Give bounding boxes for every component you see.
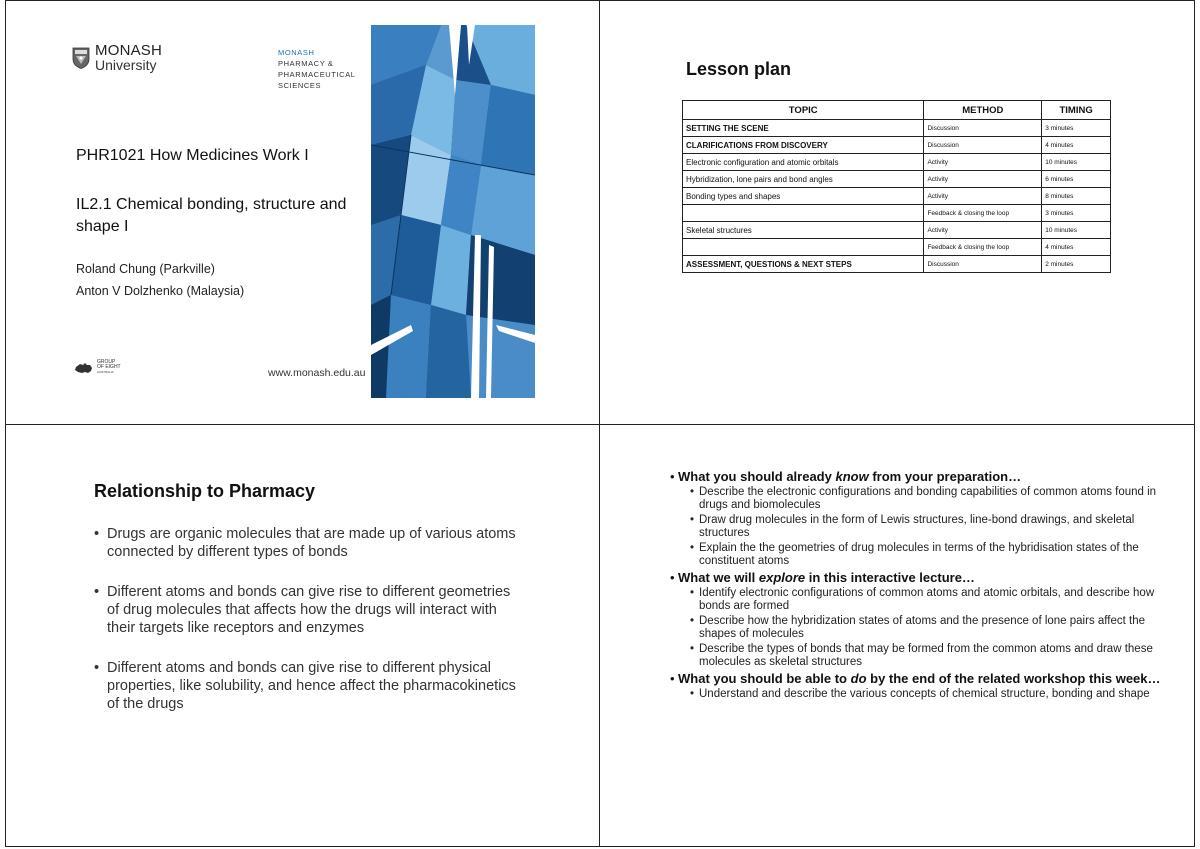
decorative-mosaic-image <box>371 25 535 398</box>
list-item: • Understand and describe the various concepts of chemical structure, bonding and shape <box>670 688 1165 701</box>
go8-text: OF EIGHT <box>97 364 121 370</box>
faculty-line: SCIENCES <box>278 81 322 90</box>
monash-logo <box>72 44 162 72</box>
cell-topic <box>683 205 924 222</box>
author-name: Roland Chung (Parkville) <box>76 262 215 276</box>
list-item: • Describe the electronic configurations and bonding capabilities of common atoms found in drugs and biomolecules <box>670 486 1165 512</box>
lecture-title: IL2.1 Chemical bonding, structure and shape I <box>76 196 347 235</box>
logo-line-1: MONASH <box>95 42 163 59</box>
cell-method: Discussion <box>924 256 1042 273</box>
cell-timing: 3 minutes <box>1042 205 1111 222</box>
cell-timing: 4 minutes <box>1042 239 1111 256</box>
list-item: • Drugs are organic molecules that are made up of various atoms connected by different types of bonds <box>94 525 524 561</box>
table-row <box>683 120 1111 137</box>
heading-text: What you should already <box>678 469 836 484</box>
cell-topic: Hybridization, lone pairs and bond angles <box>683 171 924 188</box>
column-header-method: METHOD <box>924 101 1042 120</box>
cell-topic: ASSESSMENT, QUESTIONS & NEXT STEPS <box>683 256 924 273</box>
authors <box>76 258 244 302</box>
table-row <box>683 239 1111 256</box>
cell-method: Discussion <box>924 137 1042 154</box>
column-header-timing: TIMING <box>1042 101 1111 120</box>
heading-text: What you should be able to <box>678 671 851 686</box>
column-header-topic: TOPIC <box>683 101 924 120</box>
go8-text: AUSTRALIA <box>97 370 114 374</box>
list-item: • Describe the types of bonds that may be formed from the common atoms and draw these molecules as skeletal structures <box>670 643 1165 669</box>
cell-topic: Electronic configuration and atomic orbitals <box>683 154 924 171</box>
sub-list <box>670 587 1165 669</box>
slide-relationship <box>6 425 599 846</box>
list-item: • Explain the the geometries of drug molecules in terms of the hybridisation states of the constituent atoms <box>670 542 1165 568</box>
bullet-list <box>94 525 524 735</box>
heading-emphasis: explore <box>758 570 806 585</box>
faculty-name <box>278 47 356 91</box>
lesson-plan-table <box>682 100 1111 273</box>
heading-text: What we will <box>678 570 759 585</box>
go8-text: GROUP <box>97 359 116 365</box>
website-url: www.monash.edu.au <box>268 367 366 379</box>
slide-title: Lesson plan <box>686 59 792 79</box>
heading-text: by the end of the related workshop this week… <box>866 671 1161 686</box>
australia-map-icon <box>74 362 94 374</box>
list-item: • Different atoms and bonds can give rise to different geometries of drug molecules that affects how the drugs will interact with their targets like receptors and enzymes <box>94 583 524 637</box>
group-of-eight-logo <box>74 360 121 375</box>
sub-list <box>670 688 1165 701</box>
heading-emphasis: know <box>835 469 869 484</box>
cell-timing: 6 minutes <box>1042 171 1111 188</box>
table-row <box>683 154 1111 171</box>
cell-method: Activity <box>924 222 1042 239</box>
faculty-line: PHARMACY & <box>278 59 334 68</box>
cell-timing: 2 minutes <box>1042 256 1111 273</box>
table-row <box>683 137 1111 154</box>
cell-topic: SETTING THE SCENE <box>683 120 924 137</box>
heading-emphasis: do <box>850 671 867 686</box>
cell-method: Discussion <box>924 120 1042 137</box>
cell-method: Activity <box>924 154 1042 171</box>
table-row <box>683 171 1111 188</box>
faculty-line: PHARMACEUTICAL <box>278 70 356 79</box>
cell-timing: 8 minutes <box>1042 188 1111 205</box>
heading-text: in this interactive lecture… <box>805 570 975 585</box>
sub-list <box>670 486 1165 568</box>
list-item: • Different atoms and bonds can give rise to different physical properties, like solubility, and hence affect the pharmacokinetics of the drugs <box>94 659 524 713</box>
cell-topic: CLARIFICATIONS FROM DISCOVERY <box>683 137 924 154</box>
faculty-line: MONASH <box>278 48 315 57</box>
logo-line-2: University <box>95 57 157 73</box>
cell-topic: Skeletal structures <box>683 222 924 239</box>
cell-timing: 3 minutes <box>1042 120 1111 137</box>
cell-timing: 4 minutes <box>1042 137 1111 154</box>
slide-title: Relationship to Pharmacy <box>94 481 316 501</box>
table-row <box>683 188 1111 205</box>
monash-crest-icon <box>72 47 90 69</box>
cell-topic <box>683 239 924 256</box>
list-item: • Identify electronic configurations of common atoms and atomic orbitals, and describe how bonds are formed <box>670 587 1165 613</box>
cell-method: Activity <box>924 171 1042 188</box>
section-heading-explore <box>670 570 1165 585</box>
cell-topic: Bonding types and shapes <box>683 188 924 205</box>
table-row <box>683 256 1111 273</box>
section-heading-know <box>670 469 1165 484</box>
author-name: Anton V Dolzhenko (Malaysia) <box>76 284 245 298</box>
course-title: PHR1021 How Medicines Work I <box>76 147 309 164</box>
cell-method: Activity <box>924 188 1042 205</box>
cell-timing: 10 minutes <box>1042 222 1111 239</box>
table-header-row <box>683 101 1111 120</box>
section-heading-do <box>670 671 1165 686</box>
table-row <box>683 205 1111 222</box>
list-item: • Describe how the hybridization states of atoms and the presence of lone pairs affect the shapes of molecules <box>670 615 1165 641</box>
cell-method: Feedback & closing the loop <box>924 205 1042 222</box>
list-item: • Draw drug molecules in the form of Lewis structures, line-bond drawings, and skeletal structures <box>670 514 1165 540</box>
slide-lesson-plan <box>600 1 1194 424</box>
heading-text: from your preparation… <box>868 469 1022 484</box>
table-row <box>683 222 1111 239</box>
slide-title <box>6 1 599 424</box>
slide-learning-outcomes <box>600 425 1194 846</box>
cell-method: Feedback & closing the loop <box>924 239 1042 256</box>
cell-timing: 10 minutes <box>1042 154 1111 171</box>
